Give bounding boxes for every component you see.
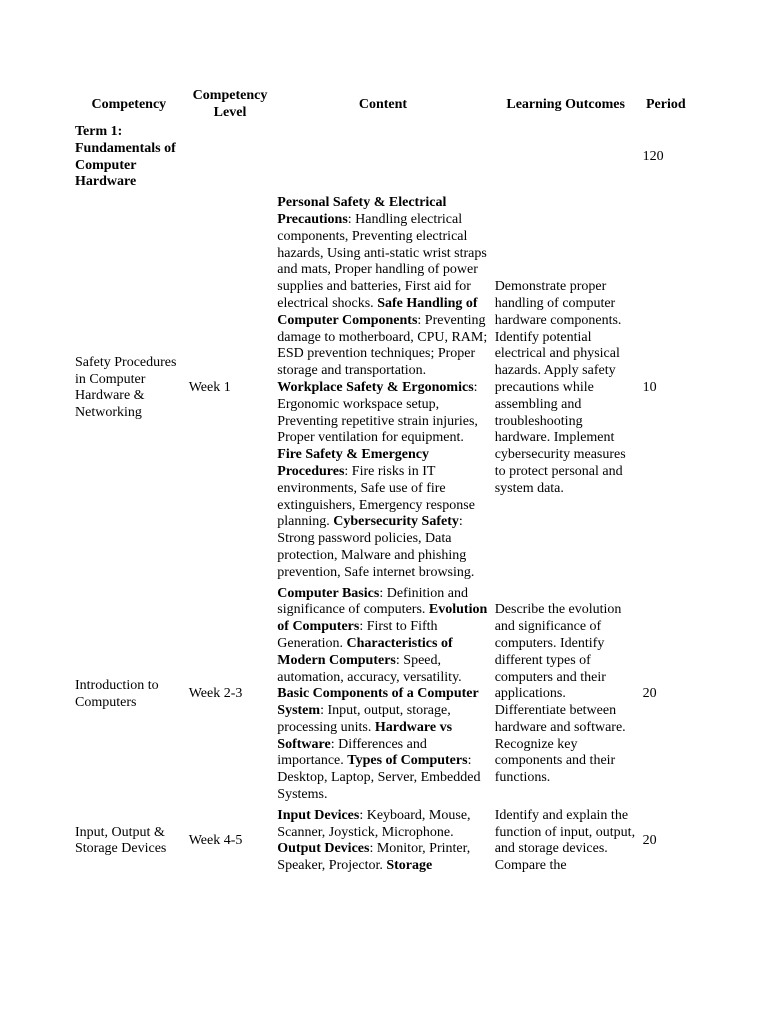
content-text: : Differences and importance. xyxy=(277,736,427,769)
content-text: : Strong password policies, Data protection, Malware and phishing prevention, Safe internet browsing. xyxy=(277,514,475,580)
row-level: Week 1 xyxy=(188,379,231,395)
term-period: 120 xyxy=(642,149,664,165)
content-heading: Output Devices xyxy=(277,841,370,857)
table-row xyxy=(73,194,691,584)
row-content xyxy=(275,585,490,807)
row-level: Week 2-3 xyxy=(188,686,243,702)
content-heading: Types of Computers xyxy=(347,753,468,769)
content-heading: Storage xyxy=(386,858,433,874)
curriculum-table xyxy=(71,87,693,878)
content-heading: Input Devices xyxy=(277,807,360,823)
header-period: Period xyxy=(645,96,686,112)
content-text: : Keyboard, Mouse, Scanner, Joystick, Microphone. xyxy=(277,807,471,840)
row-competency: Input, Output & Storage Devices xyxy=(75,824,167,857)
content-heading: Fire Safety & Emergency Procedures xyxy=(277,447,430,479)
content-heading: Workplace Safety & Ergonomics xyxy=(277,379,474,395)
content-heading: Hardware vs Software xyxy=(277,719,453,752)
content-text: : Ergonomic workspace setup, Preventing repetitive strain injuries, Proper ventilation for equipment. xyxy=(277,379,478,446)
content-text: : Monitor, Printer, Speaker, Projector. xyxy=(277,841,471,874)
content-heading: Safe Handling of Computer Components xyxy=(277,295,478,328)
row-period: 10 xyxy=(642,379,657,395)
term-row xyxy=(73,123,691,194)
table-body xyxy=(73,123,691,878)
row-outcomes: Identify and explain the function of input, output, and storage devices. Compare the xyxy=(494,807,636,874)
row-outcomes: Demonstrate proper handling of computer hardware components. Identify potential electrical and physical hazards. Apply safety precautions while assembling and troubleshooting hardware. Implement cybersecurity measures to protect personal and system data. xyxy=(494,279,626,496)
content-text: : Definition and significance of computers. xyxy=(277,585,468,618)
content-heading: Basic Components of a Computer System xyxy=(277,686,479,719)
content-text: : Desktop, Laptop, Server, Embedded Systems. xyxy=(277,753,481,803)
content-text: : Input, output, storage, processing units. xyxy=(277,703,451,735)
content-heading: Characteristics of Modern Computers xyxy=(277,635,453,668)
table-header xyxy=(73,87,691,123)
table-row xyxy=(73,585,691,807)
header-row xyxy=(73,87,691,123)
content-heading: Cybersecurity Safety xyxy=(333,514,459,530)
row-period: 20 xyxy=(642,686,657,702)
term-level-empty xyxy=(187,123,274,194)
term-outcomes-empty xyxy=(493,123,639,194)
table-row xyxy=(73,807,691,878)
content-text: : Preventing damage to motherboard, CPU, RAM; ESD prevention techniques; Proper storage and transportation. xyxy=(277,312,488,379)
content-heading: Computer Basics xyxy=(277,585,380,601)
row-level: Week 4-5 xyxy=(188,833,243,849)
content-heading: Personal Safety & Electrical Precautions xyxy=(277,195,447,227)
row-outcomes: Describe the evolution and significance of computers. Identify different types of computers and their applications. Differentiate between hardware and software. Recognize key components and their functions. xyxy=(494,602,626,786)
row-content xyxy=(275,807,490,878)
content-text: : First to Fifth Generation. xyxy=(277,619,438,651)
row-competency: Introduction to Computers xyxy=(75,677,159,710)
content-text: : Speed, automation, accuracy, versatility. xyxy=(277,652,462,685)
row-content xyxy=(275,194,490,584)
content-text: : Handling electrical components, Preventing electrical hazards, Using anti-static wrist straps and mats, Proper handling of power supplies and batteries, First aid for electrical shocks. xyxy=(277,211,487,311)
header-learning-outcomes: Learning Outcomes xyxy=(506,96,625,112)
content-heading: Evolution of Computers xyxy=(277,602,488,635)
header-content: Content xyxy=(358,96,408,112)
row-competency: Safety Procedures in Computer Hardware & Networking xyxy=(75,354,177,421)
row-period: 20 xyxy=(642,833,657,849)
header-competency-level: Competency Level xyxy=(192,88,268,120)
content-text: : Fire risks in IT environments, Safe use of fire extinguishers, Emergency response planning. xyxy=(277,463,475,530)
term-title: Term 1: Fundamentals of Computer Hardware xyxy=(75,124,176,190)
header-competency: Competency xyxy=(91,96,167,112)
term-content-empty xyxy=(275,123,490,194)
